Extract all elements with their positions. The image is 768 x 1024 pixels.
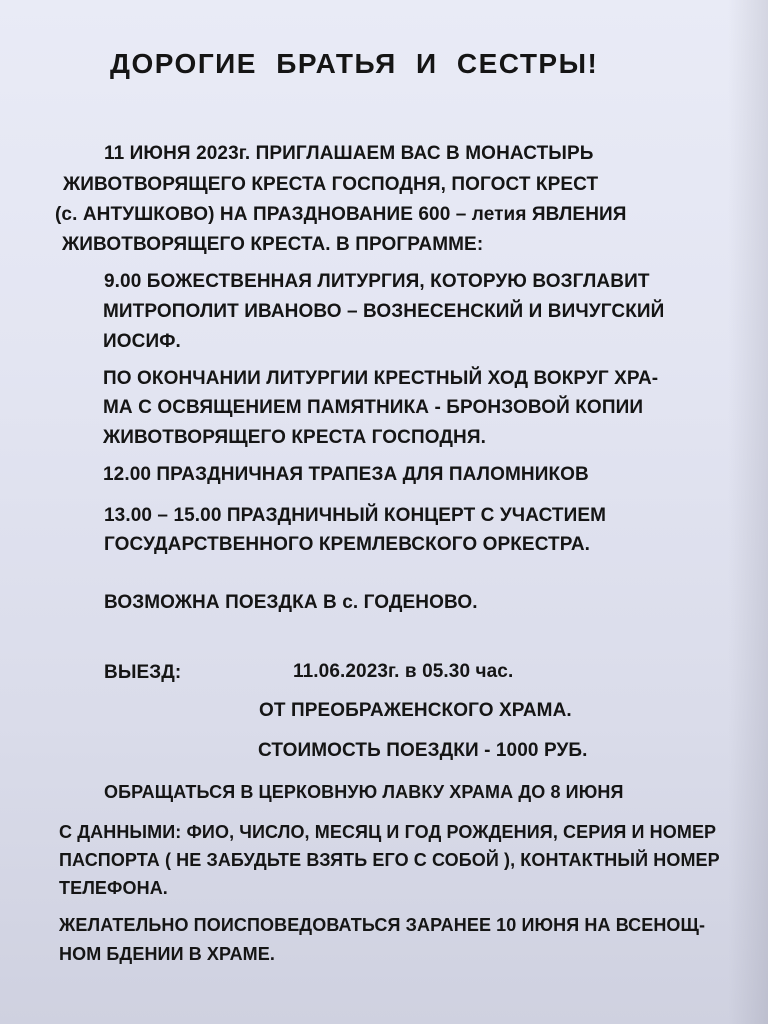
program-item-concert-line-2: ГОСУДАРСТВЕННОГО КРЕМЛЕВСКОГО ОРКЕСТРА. [104, 534, 591, 555]
intro-line-1: 11 ИЮНЯ 2023г. ПРИГЛАШАЕМ ВАС В МОНАСТЫРЬ [104, 143, 594, 164]
contact-instruction: ОБРАЩАТЬСЯ В ЦЕРКОВНУЮ ЛАВКУ ХРАМА ДО 8 ИЮНЯ [104, 782, 624, 802]
page-title: ДОРОГИЕ БРАТЬЯ И СЕСТРЫ! [110, 48, 599, 79]
contact-details-line-2: ПАСПОРТА ( НЕ ЗАБУДЬТЕ ВЗЯТЬ ЕГО С СОБОЙ ), КОНТАКТНЫЙ НОМЕР [59, 850, 720, 870]
departure-datetime: 11.06.2023г. в 05.30 час. [293, 661, 514, 682]
program-item-procession-line-2: МА С ОСВЯЩЕНИЕМ ПАМЯТНИКА - БРОНЗОВОЙ КОПИИ [103, 397, 644, 418]
contact-details-line-3: ТЕЛЕФОНА. [59, 878, 168, 898]
contact-details-line-1: С ДАННЫМИ: ФИО, ЧИСЛО, МЕСЯЦ И ГОД РОЖДЕНИЯ, СЕРИЯ И НОМЕР [59, 822, 717, 842]
program-item-liturgy-line-2: МИТРОПОЛИТ ИВАНОВО – ВОЗНЕСЕНСКИЙ И ВИЧУГСКИЙ [103, 301, 665, 322]
program-item-trip: ВОЗМОЖНА ПОЕЗДКА В с. ГОДЕНОВО. [104, 592, 478, 613]
intro-line-3: (с. АНТУШКОВО) НА ПРАЗДНОВАНИЕ 600 – летия ЯВЛЕНИЯ [55, 204, 627, 225]
program-item-procession-line-1: ПО ОКОНЧАНИИ ЛИТУРГИИ КРЕСТНЫЙ ХОД ВОКРУГ ХРА- [103, 368, 659, 389]
confession-note-line-2: НОМ БДЕНИИ В ХРАМЕ. [59, 944, 275, 964]
program-item-meal: 12.00 ПРАЗДНИЧНАЯ ТРАПЕЗА ДЛЯ ПАЛОМНИКОВ [103, 464, 589, 485]
intro-line-2: ЖИВОТВОРЯЩЕГО КРЕСТА ГОСПОДНЯ, ПОГОСТ КРЕСТ [63, 174, 599, 195]
departure-label: ВЫЕЗД: [104, 662, 182, 683]
program-item-liturgy-line-3: ИОСИФ. [103, 331, 181, 352]
program-item-procession-line-3: ЖИВОТВОРЯЩЕГО КРЕСТА ГОСПОДНЯ. [103, 427, 486, 448]
intro-line-4: ЖИВОТВОРЯЩЕГО КРЕСТА. В ПРОГРАММЕ: [62, 234, 484, 255]
confession-note-line-1: ЖЕЛАТЕЛЬНО ПОИСПОВЕДОВАТЬСЯ ЗАРАНЕЕ 10 ИЮНЯ НА ВСЕНОЩ- [59, 915, 706, 935]
program-item-liturgy-line-1: 9.00 БОЖЕСТВЕННАЯ ЛИТУРГИЯ, КОТОРУЮ ВОЗГЛАВИТ [104, 271, 650, 292]
program-item-concert-line-1: 13.00 – 15.00 ПРАЗДНИЧНЫЙ КОНЦЕРТ С УЧАСТИЕМ [104, 505, 607, 526]
trip-cost: СТОИМОСТЬ ПОЕЗДКИ - 1000 РУБ. [258, 740, 588, 761]
departure-place: ОТ ПРЕОБРАЖЕНСКОГО ХРАМА. [259, 700, 572, 721]
